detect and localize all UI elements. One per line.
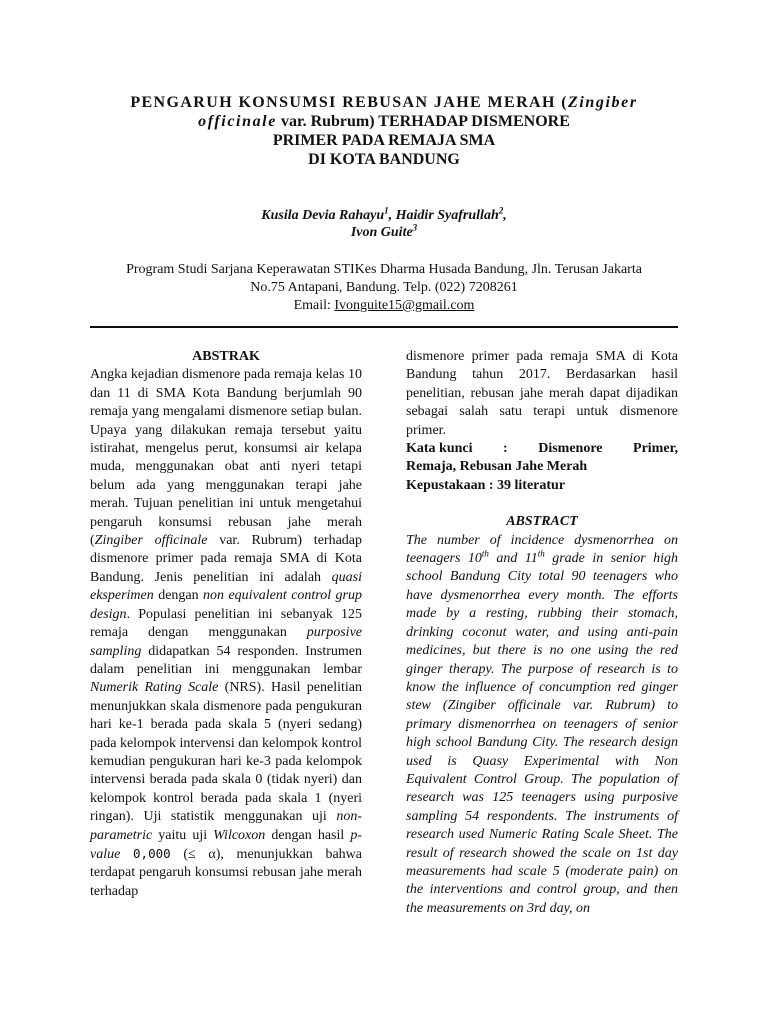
keywords-line-1 xyxy=(406,440,678,458)
title-line-1 xyxy=(90,93,678,131)
author-3-affil: 3 xyxy=(412,222,418,233)
author-2: , Haidir Syafrullah xyxy=(388,208,499,223)
paper-title xyxy=(90,93,678,169)
title-line-4: DI KOTA BANDUNG xyxy=(308,151,460,168)
header-divider xyxy=(90,326,678,328)
abstrak-italic-4: purposive sampling xyxy=(90,625,362,659)
abstract-body xyxy=(406,532,678,919)
abstract-sup-1: th xyxy=(481,548,489,559)
abstrak-body-continued: dismenore primer pada remaja SMA di Kota Bandung tahun 2017. Berdasarkan hasil penelitian, rebusan jahe merah dapat dijadikan sebagai salah satu terapi untuk dismenore primer. xyxy=(406,349,678,438)
keywords-colon: : xyxy=(503,441,508,457)
keywords-label: Kata kunci xyxy=(406,441,473,457)
affiliation-block xyxy=(90,261,678,315)
p-value-number: 0,000 xyxy=(133,845,171,861)
authors-line-2 xyxy=(90,224,678,241)
abstrak-text-6: (NRS). Hasil penelitian menunjukkan skala dismenore pada pengukuran hari ke-1 berada pada skala 5 (nyeri sedang) pada kelompok intervensi dan kelompok kontrol kemudian pengukuran hari ke-3 pada kelompok intervensi berada pada skala 0 (tidak nyeri) dan kelompok kontrol berada pada skala 1 (nyeri ringan). Uji statistik menggunakan uji xyxy=(90,680,362,825)
abstrak-italic-8: p-value xyxy=(90,827,362,862)
author-separator: , xyxy=(503,208,507,223)
abstrak-text-7: yaitu uji xyxy=(152,827,214,843)
abstract-text-1: The number of incidence dysmenorrhea on teenagers 10 xyxy=(406,532,678,567)
author-3: Ivon Guite xyxy=(350,225,413,240)
affiliation-line-2: No.75 Antapani, Bandung. Telp. (022) 7208261 xyxy=(250,280,518,295)
keyword-first-tail: Primer, xyxy=(633,441,678,457)
author-1: Kusila Devia Rahayu xyxy=(261,208,385,223)
abstrak-italic-5: Numerik Rating Scale xyxy=(90,680,219,696)
abstrak-text-1: Angka kejadian dismenore pada remaja kelas 10 dan 11 di SMA Kota Bandung berjumlah 90 remaja yang mengalami dismenore setiap bulan. Upaya yang dilakukan remaja tersebut yaitu istirahat, mengelus perut, konsumsi air kelapa muda, menggunakan obat anti nyeri tetapi belum ada yang menggunakan terapi jahe merah. Tujuan penelitian ini untuk mengetahui pengaruh konsumsi rebusan jahe merah ( xyxy=(90,367,362,549)
abstract-sup-2: th xyxy=(537,548,545,559)
title-part-2: var. Rubrum) TERHADAP DISMENORE xyxy=(276,113,570,130)
author-1-affil: 1 xyxy=(384,205,389,216)
affiliation-line-1: Program Studi Sarjana Keperawatan STIKes Dharma Husada Bandung, Jln. Terusan Jakarta xyxy=(126,262,642,277)
author-list xyxy=(90,207,678,241)
library-count: Kepustakaan : 39 literatur xyxy=(406,477,566,493)
abstrak-text-8: dengan hasil xyxy=(265,827,351,843)
abstrak-text-4: . Populasi penelitian ini sebanyak 125 remaja dengan menggunakan xyxy=(90,606,362,641)
abstrak-text-5: didapatkan 54 responden. Instrumen dalam penelitian ini menggunakan lembar xyxy=(90,643,362,677)
abstrak-italic-3: non equivalent control grup design xyxy=(90,588,362,622)
keywords-line-2: Remaja, Rebusan Jahe Merah xyxy=(406,459,588,475)
abstract-text-2: and 11 xyxy=(488,551,538,567)
abstrak-italic-7: Wilcoxon xyxy=(213,827,266,843)
left-column xyxy=(90,348,362,901)
abstract-text-3: grade in senior high school Bandung City total 90 teenagers who have dysmenorrhea every month. The efforts made by a resting, rubbing their stomach, drinking coconut water, and using anti-pain medicines, but there is no one using the red ginger therapy. The purpose of research is to know the influence of concumption red ginger stew (Zingiber officinale var. Rubrum) to primary dismenorrhea on teenagers of senior high school Bandung City. The research design used is Quasy Experimental with Non Equivalent Control Group. The population of research was 125 teenagers using purposive sampling 54 respondents. The instruments of research used Numeric Rating Scale Sheet. The result of research showed the scale on 1st day measurements had scale 5 (moderate pain) on the interventions and control group, and then the measurements on 3rd day, on xyxy=(406,551,678,916)
abstrak-text-2: var. Rubrum) terhadap dismenore primer pada remaja SMA di Kota Bandung. Jenis penelitian ini adalah xyxy=(90,533,362,585)
email-link[interactable]: Ivonguite15@gmail.com xyxy=(334,298,475,313)
title-part-1: PENGARUH KONSUMSI REBUSAN JAHE MERAH ( xyxy=(130,94,568,111)
abstract-heading: ABSTRACT xyxy=(506,514,578,530)
abstrak-body xyxy=(90,366,362,901)
abstrak-italic-6: non-parametric xyxy=(90,809,362,843)
abstrak-italic-1: Zingiber officinale xyxy=(94,533,208,549)
right-column xyxy=(406,348,678,918)
abstrak-italic-2: quasi eksperimen xyxy=(90,569,362,604)
title-line-3: PRIMER PADA REMAJA SMA xyxy=(272,132,496,149)
title-species-italic: Zingiber officinale xyxy=(198,94,638,130)
email-label: Email: xyxy=(293,298,335,313)
abstrak-text-9: (≤ α), menunjukkan bahwa terdapat pengaruh konsumsi rebusan jahe merah terhadap xyxy=(90,846,362,899)
abstrak-heading: ABSTRAK xyxy=(192,349,260,364)
affiliation-email-line xyxy=(90,297,678,315)
authors-line-1 xyxy=(90,207,678,224)
keyword-first: Dismenore xyxy=(538,441,603,457)
author-2-affil: 2 xyxy=(498,205,504,216)
section-spacer xyxy=(406,495,678,513)
abstrak-text-3: dengan xyxy=(153,588,204,604)
